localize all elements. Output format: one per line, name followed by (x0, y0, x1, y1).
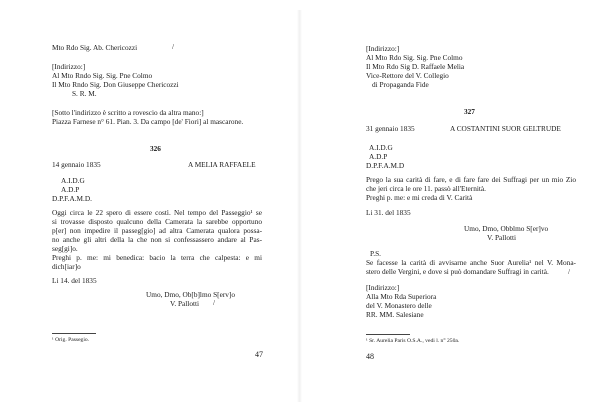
address-heading: [Indirizzo:] (52, 62, 86, 71)
body-text-line: Se facesse la carità di avvisarne anche Suor Aurelia¹ nel V. Mona- (366, 258, 576, 267)
invocation-line: D.P.F.A.M.D (366, 161, 405, 170)
address-line: di Propaganda Fide (372, 80, 429, 89)
separator-mark: / (568, 267, 571, 276)
body-text-line: stero delle Vergini, e dove si può domandare Suffragi in carità. (366, 267, 549, 276)
letter-date: 31 gennaio 1835 (366, 124, 415, 133)
body-text-line: che jeri circa le ore 11. passò all'Eternità. (366, 184, 486, 193)
invocation-line: A.I.D.G (369, 143, 393, 152)
invocation-line: A.D.P (369, 152, 388, 161)
footnote: ¹ Orig. Passegio. (52, 337, 90, 343)
address-line: RR. MM. Salesiane (366, 310, 424, 319)
body-text-line: Prego la sua carità di fare, e di fare fare dei Suffragi per un mio Zio (366, 175, 576, 184)
editorial-note: [Sotto l'indirizzo è scritto a rovescio da altra mano:] (52, 108, 204, 117)
address-line: del V. Monastero delle (366, 301, 432, 310)
body-text-line: Preghi p. me: mi benedica: bacio la terra che calpesta: e mi (52, 253, 262, 262)
greeting-line: Mto Rdo Sig. Ab. Chericozzi (52, 43, 138, 52)
address-line: Alla Mto Rda Superiora (366, 292, 437, 301)
body-text-line: no anche gli altri della la che non si confessassero andare al Pas- (52, 235, 262, 244)
address-line: S. R. M. (72, 89, 97, 98)
letter-recipient: A COSTANTINI SUOR GELTRUDE (450, 124, 561, 133)
closing-signature: Umo, Dmo, Obblmo S[er]vo (464, 224, 549, 233)
footnote: ¹ Sr. Aurelia Paris O.S.A., vedi l. n° 250a. (366, 338, 460, 344)
address-heading: [Indirizzo:] (366, 44, 400, 53)
body-text-line: p[er] non impedire il passeg[gio] ad altra Camerata qualora possa- (52, 226, 262, 235)
footnote-rule (52, 333, 96, 334)
closing-date: Li 14. del 1835 (52, 276, 97, 285)
address-heading: [Indirizzo:] (366, 283, 400, 292)
address-line: Al Mto Rndo Sig. Sig. Pne Colmo (52, 71, 153, 80)
body-text-line: Preghi p. me: e mi creda di V. Carità (366, 193, 473, 202)
letter-date: 14 gennaio 1835 (52, 160, 101, 169)
address-line: Il Mto Rndo Sig. Don Giuseppe Chericozzi (52, 80, 179, 89)
closing-date: Li 31. del 1835 (366, 208, 411, 217)
page-number: 47 (255, 350, 263, 359)
body-text-line: seg[gi]o. (52, 244, 78, 253)
address-line: Vice-Rettore del V. Collegio (366, 71, 449, 80)
address-line: Il Mto Rdo Sig D. Raffaele Melia (366, 62, 465, 71)
body-text-line: si trovasse disposto qualcuno della Camerata la sarebbe opportuno (52, 217, 262, 226)
separator-mark: / (172, 42, 175, 51)
page-number: 48 (366, 352, 374, 361)
footnote-rule (366, 334, 410, 335)
closing-signature: Umo, Dmo, Ob[b]lmo S[erv]o (146, 290, 235, 299)
letter-number: 326 (150, 144, 161, 153)
letter-number: 327 (464, 107, 475, 116)
signature-name: V. Pallotti (170, 299, 200, 308)
editorial-note: Piazza Farnese n° 61. Pian. 3. Da campo [de' Fiori] al mascarone. (52, 117, 244, 126)
invocation-line: D.P.F.A.M.D. (52, 194, 92, 203)
invocation-line: A.I.D.G (61, 176, 85, 185)
right-page (300, 0, 599, 412)
letter-recipient: A MELIA RAFFAELE (188, 160, 256, 169)
body-text-line: Oggi circa le 22 spero di essere costì. Nel tempo del Passeggio¹ se (52, 208, 262, 217)
invocation-line: A.D.P (61, 185, 80, 194)
postscript-label: P.S. (370, 249, 381, 258)
body-text-line: dich[iar]o (52, 262, 81, 271)
separator-mark: / (213, 298, 216, 307)
signature-name: V. Pallotti (487, 233, 517, 242)
address-line: Al Mto Rdo Sig. Sig. Pne Colmo (366, 53, 463, 62)
